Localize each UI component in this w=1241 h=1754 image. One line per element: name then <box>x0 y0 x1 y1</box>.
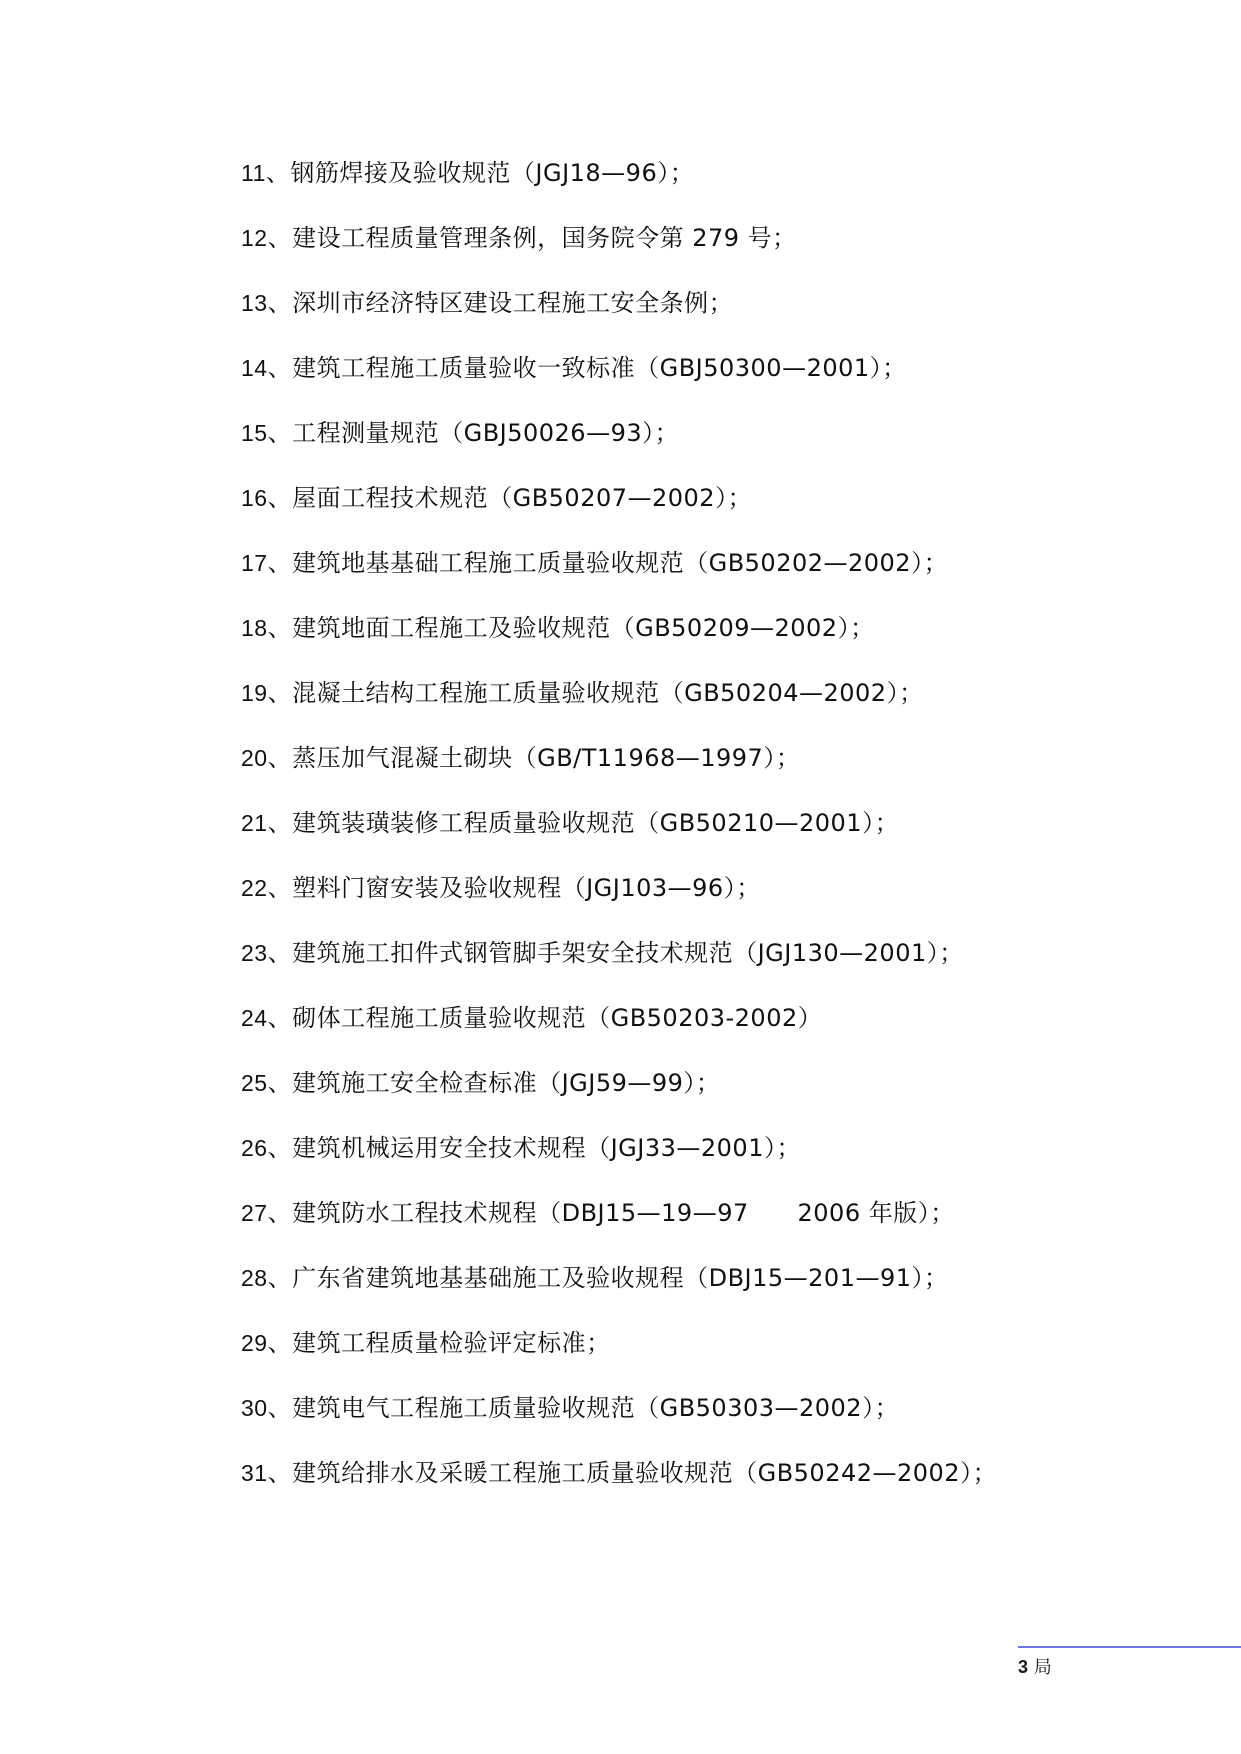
list-item <box>241 550 997 615</box>
list-item <box>241 745 997 810</box>
list-item <box>241 615 997 680</box>
item-text: 建筑施工安全检查标准（JGJ59—99）； <box>292 1069 721 1097</box>
item-number: 11 <box>241 160 266 186</box>
page-number-value: 3 <box>1018 1657 1029 1677</box>
item-text: 广东省建筑地基基础施工及验收规程（DBJ15—201—91）； <box>292 1264 949 1292</box>
item-separator: 、 <box>267 1199 293 1227</box>
item-separator: 、 <box>267 289 293 317</box>
item-text: 建筑给排水及采暖工程施工质量验收规范（GB50242—2002）； <box>292 1459 998 1487</box>
item-number: 25 <box>241 1070 268 1096</box>
item-number: 12 <box>241 225 268 251</box>
list-item <box>241 1070 997 1135</box>
item-number: 20 <box>241 745 268 771</box>
item-number: 17 <box>241 550 268 576</box>
item-separator: 、 <box>267 1394 293 1422</box>
item-separator: 、 <box>267 549 293 577</box>
page-number <box>1018 1656 1052 1679</box>
item-number: 27 <box>241 1200 268 1226</box>
item-separator: 、 <box>267 1264 293 1292</box>
item-text: 建筑工程施工质量验收一致标准（GBJ50300—2001）； <box>292 354 907 382</box>
item-separator: 、 <box>267 1329 293 1357</box>
item-text: 建筑施工扣件式钢管脚手架安全技术规范（JGJ130—2001）； <box>292 939 964 967</box>
item-separator: 、 <box>267 874 293 902</box>
standards-list <box>241 160 997 1525</box>
item-text: 蒸压加气混凝土砌块（GB/T11968—1997）； <box>292 744 801 772</box>
list-item <box>241 1200 997 1265</box>
item-text: 砌体工程施工质量验收规范（GB50203-2002） <box>292 1004 823 1032</box>
list-item <box>241 225 997 290</box>
item-separator: 、 <box>267 224 293 252</box>
item-separator: 、 <box>267 809 293 837</box>
list-item <box>241 810 997 875</box>
item-number: 13 <box>241 290 268 316</box>
item-number: 26 <box>241 1135 268 1161</box>
item-separator: 、 <box>267 1069 293 1097</box>
item-number: 14 <box>241 355 268 381</box>
item-text: 建设工程质量管理条例，国务院令第 279 号； <box>292 224 797 252</box>
list-item <box>241 355 997 420</box>
item-text: 工程测量规范（GBJ50026—93）； <box>292 419 680 447</box>
item-text: 建筑机械运用安全技术规程（JGJ33—2001）； <box>292 1134 801 1162</box>
item-text: 屋面工程技术规范（GB50207—2002）； <box>292 484 753 512</box>
item-number: 23 <box>241 940 268 966</box>
item-separator: 、 <box>267 1459 293 1487</box>
item-separator: 、 <box>267 484 293 512</box>
list-item <box>241 1460 997 1525</box>
item-number: 28 <box>241 1265 268 1291</box>
list-item <box>241 1265 997 1330</box>
list-item <box>241 160 997 225</box>
list-item <box>241 1395 997 1460</box>
footer-divider <box>1018 1646 1241 1648</box>
list-item <box>241 485 997 550</box>
item-text: 建筑防水工程技术规程（DBJ15—19—97 2006 年版）； <box>292 1199 955 1227</box>
item-text: 建筑地面工程施工及验收规范（GB50209—2002）； <box>292 614 875 642</box>
item-text: 建筑装璜装修工程质量验收规范（GB50210—2001）； <box>292 809 900 837</box>
list-item <box>241 1005 997 1070</box>
item-number: 24 <box>241 1005 268 1031</box>
item-separator: 、 <box>267 1134 293 1162</box>
item-separator: 、 <box>267 939 293 967</box>
item-number: 21 <box>241 810 268 836</box>
list-item <box>241 290 997 355</box>
item-number: 22 <box>241 875 268 901</box>
item-number: 31 <box>241 1460 268 1486</box>
item-separator: 、 <box>267 679 293 707</box>
item-separator: 、 <box>265 159 291 187</box>
item-text: 混凝土结构工程施工质量验收规范（GB50204—2002）； <box>292 679 924 707</box>
item-text: 深圳市经济特区建设工程施工安全条例； <box>292 289 734 317</box>
list-item <box>241 680 997 745</box>
list-item <box>241 940 997 1005</box>
item-text: 钢筋焊接及验收规范（JGJ18—96）； <box>290 159 695 187</box>
item-number: 29 <box>241 1330 268 1356</box>
item-text: 建筑工程质量检验评定标准； <box>292 1329 611 1357</box>
list-item <box>241 1135 997 1200</box>
list-item <box>241 420 997 485</box>
item-text: 塑料门窗安装及验收规程（JGJ103—96）； <box>292 874 761 902</box>
page-number-suffix: 局 <box>1028 1657 1052 1678</box>
item-separator: 、 <box>267 614 293 642</box>
item-separator: 、 <box>267 744 293 772</box>
item-number: 15 <box>241 420 268 446</box>
item-number: 16 <box>241 485 268 511</box>
item-number: 18 <box>241 615 268 641</box>
item-text: 建筑电气工程施工质量验收规范（GB50303—2002）； <box>292 1394 900 1422</box>
item-separator: 、 <box>267 354 293 382</box>
item-number: 30 <box>241 1395 268 1421</box>
item-separator: 、 <box>267 1004 293 1032</box>
list-item <box>241 1330 997 1395</box>
item-text: 建筑地基基础工程施工质量验收规范（GB50202—2002）； <box>292 549 949 577</box>
item-separator: 、 <box>267 419 293 447</box>
item-number: 19 <box>241 680 268 706</box>
list-item <box>241 875 997 940</box>
